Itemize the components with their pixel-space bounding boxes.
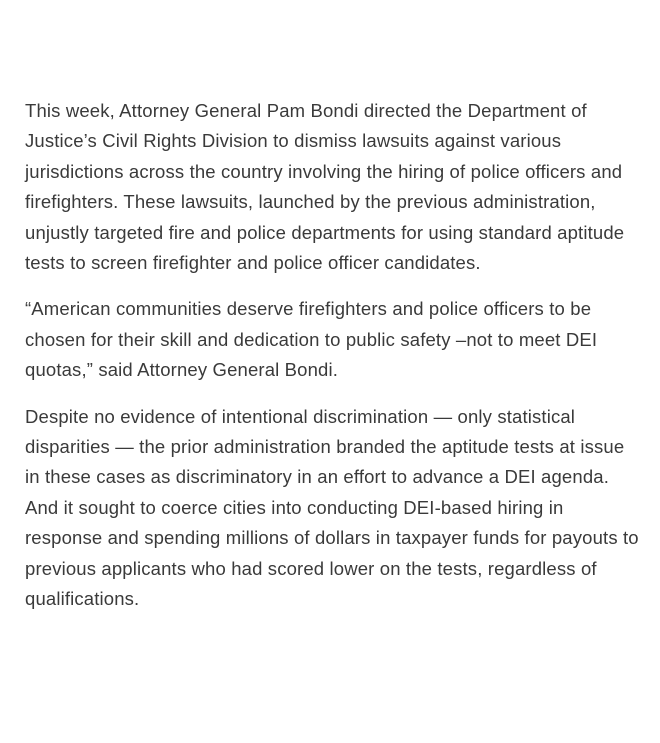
paragraph-intro: This week, Attorney General Pam Bondi directed the Department of Justice’s Civil Rights Division to dismiss lawsuits against various jurisdictions across the country involving the hiring of police officers and firefighters. These lawsuits, launched by the previous administration, unjustly targeted fire and police departments for using standard aptitude tests to screen firefighter and police officer candidates. — [25, 100, 625, 274]
article-body — [25, 96, 640, 615]
paragraph-details: Despite no evidence of intentional discrimination — only statistical disparities — the prior administration branded the aptitude tests at issue in these cases as discriminatory in an effort to advance a DEI agenda. And it sought to coerce cities into conducting DEI-based hiring in response and spending millions of dollars in taxpayer funds for payouts to previous applicants who had scored lower on the tests, regardless of qualifications. — [25, 405, 639, 610]
paragraph-quote: “American communities deserve firefighters and police officers to be chosen for their skill and dedication to public safety –not to meet DEI quotas,” said Attorney General Bondi. — [25, 298, 598, 381]
